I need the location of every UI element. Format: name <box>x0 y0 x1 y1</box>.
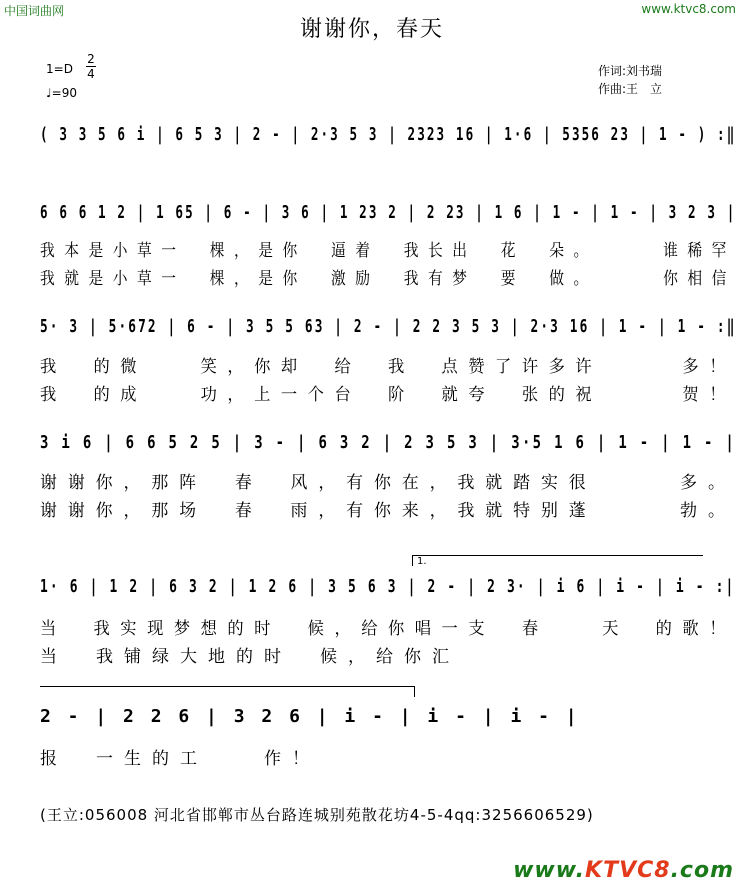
author-contact-footer: (王立:056008 河北省邯郸市丛台路连城别苑散花坊4-5-4qq:3256606529) <box>40 806 594 824</box>
key-signature: 1=D <box>46 62 73 76</box>
volta-label: 1. <box>417 556 427 567</box>
tempo-marking: ♩=90 <box>46 86 77 100</box>
score-line-2-notes: 6 6 6 1 2 | 1 65 | 6 - | 3 6 | 1 23 2 | 2 23 | 1 6 | 1 - | 1 - | 3 2 3 | <box>40 202 737 223</box>
score-line-3-lyric-1: 我 的微 笑，你却 给 我 点赞了许多许 多！ <box>40 357 736 377</box>
time-signature <box>86 52 96 81</box>
score-line-2-lyric-2: 我就是小草一 棵，是你 激励 我有梦 要 做。 你相信 <box>40 269 736 289</box>
watermark-prefix: www. <box>513 858 586 883</box>
score-line-4-notes: 3 i 6 | 6 6 5 2 5 | 3 - | 6 3 2 | 2 3 5 3 | 3·5 1 6 | 1 - | 1 - | <box>40 432 737 453</box>
first-ending-bracket <box>412 555 703 566</box>
score-line-4-lyric-1: 谢谢你，那阵 春 风，有你在，我就踏实很 多。 <box>40 473 736 493</box>
second-ending-bracket <box>40 686 415 697</box>
meter-top: 2 <box>87 52 95 66</box>
score-line-5-lyric-1: 当 我实现梦想的时 候，给你唱一支 春 天 的歌！ <box>40 619 736 639</box>
score-line-4-lyric-2: 谢谢你，那场 春 雨，有你来，我就特别蓬 勃。 <box>40 501 736 521</box>
score-line-2-lyric-1: 我本是小草一 棵，是你 逼着 我长出 花 朵。 谁稀罕 <box>40 241 736 261</box>
score-line-3-notes: 5· 3 | 5·672 | 6 - | 3 5 5 63 | 2 - | 2 2 3 5 3 | 2·3 16 | 1 - | 1 - :‖ <box>40 316 737 337</box>
score-line-6-lyric-1: 报 一生的工 作！ <box>40 749 320 769</box>
site-url-right[interactable]: www.ktvc8.com <box>641 2 736 16</box>
watermark-logo <box>513 858 734 883</box>
score-line-6-notes: 2 - | 2 2 6 | 3 2 6 | i - | i - | i - | <box>40 706 580 727</box>
song-title: 谢谢你，春天 <box>299 17 444 42</box>
watermark-brand: KTVC8 <box>585 858 671 883</box>
site-name-left: 中国词曲网 <box>4 4 65 18</box>
watermark-suffix: .com <box>670 858 734 883</box>
score-line-1-notes: ( 3 3 5 6 i | 6 5 3 | 2 - | 2·3 5 3 | 2323 16 | 1·6 | 5356 23 | 1 - ) :‖ <box>40 124 737 145</box>
score-line-5-notes: 1· 6 | 1 2 | 6 3 2 | 1 2 6 | 3 5 6 3 | 2 - | 2 3· | i 6 | i - | i - :| <box>40 576 736 597</box>
meter-bottom: 4 <box>87 67 95 81</box>
lyricist-credit: 作词:刘书瑞 <box>598 64 663 78</box>
composer-credit: 作曲:王 立 <box>598 82 663 96</box>
score-line-3-lyric-2: 我 的成 功，上一个台 阶 就夸 张的祝 贺！ <box>40 385 736 405</box>
score-line-5-lyric-2: 当 我铺绿大地的时 候，给你汇 <box>40 647 460 667</box>
